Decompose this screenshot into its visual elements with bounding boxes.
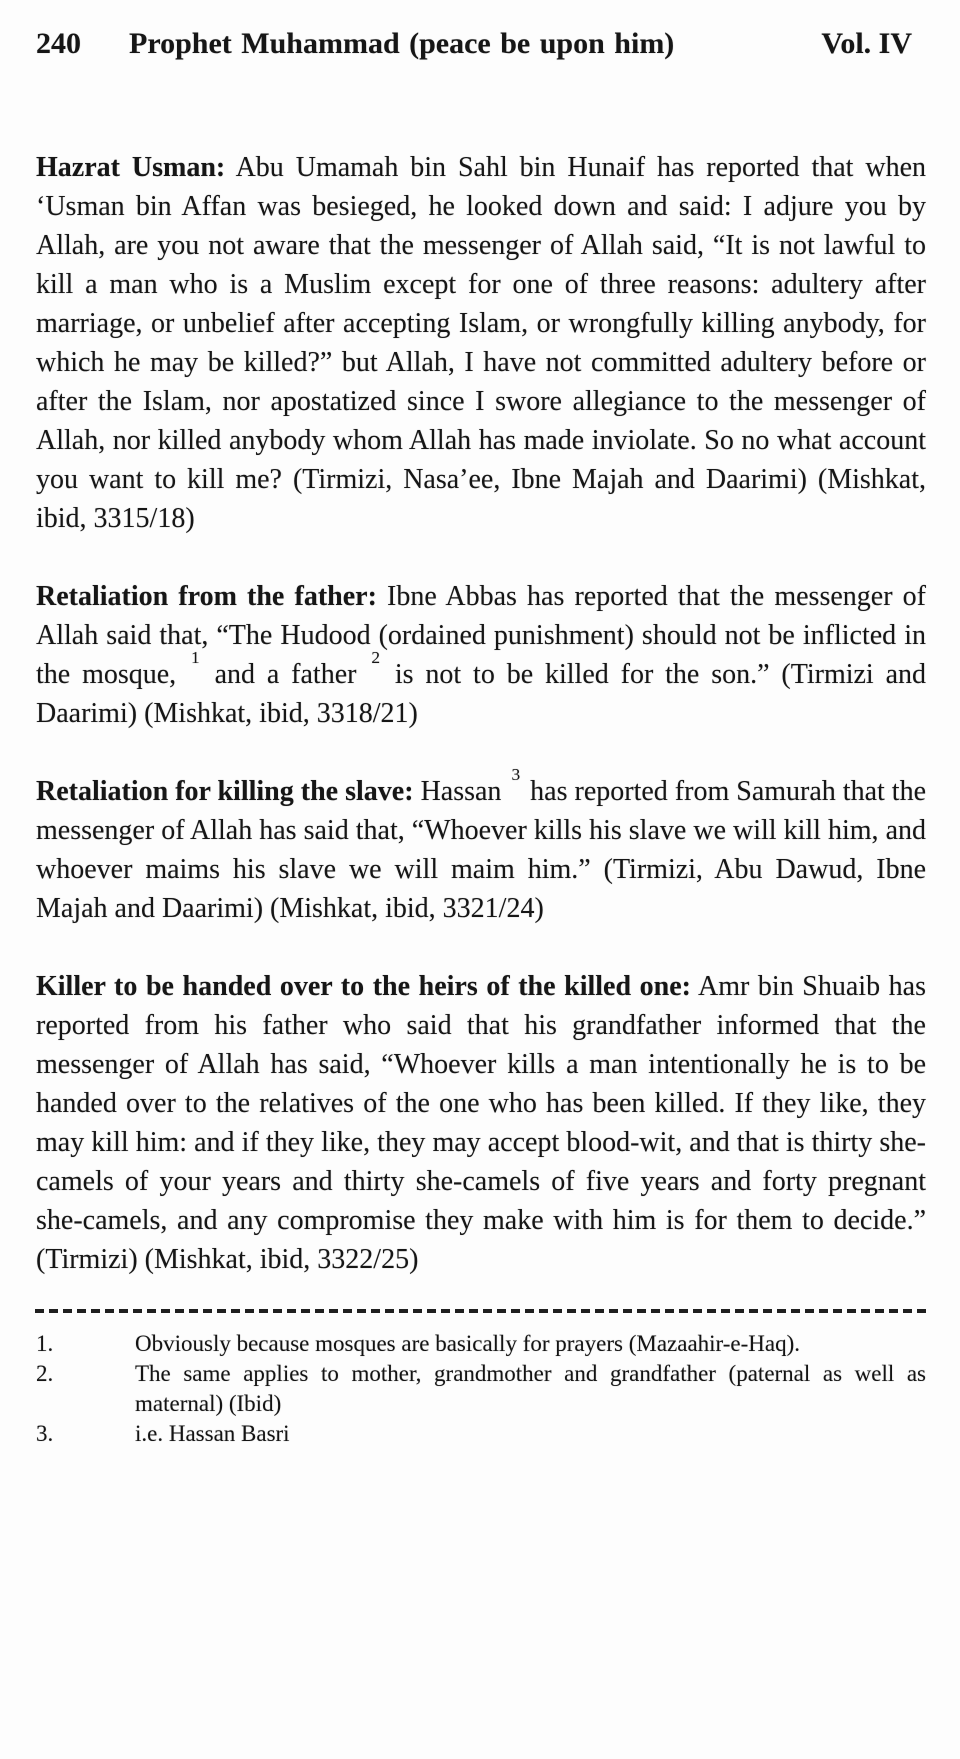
paragraph-segment: and a father: [202, 659, 369, 690]
body-paragraph: [36, 148, 926, 538]
footnote-reference: 2: [371, 648, 381, 668]
footnotes-section: [0, 1329, 960, 1449]
footnote-text: The same applies to mother, grandmother and grandfather (paternal as well as maternal) (Ibid): [135, 1361, 926, 1416]
footnote-item: [36, 1419, 926, 1449]
volume-label: Vol. IV: [821, 27, 912, 60]
footnote-item: [36, 1359, 926, 1419]
paragraph-heading: Hazrat Usman:: [36, 152, 226, 183]
page-header: [0, 0, 960, 62]
paragraph-segment: Hassan: [413, 776, 509, 807]
page-title: Prophet Muhammad (peace be upon him): [129, 27, 675, 60]
paragraph-heading: Killer to be handed over to the heirs of the killed one:: [36, 971, 691, 1002]
page-number: 240: [36, 27, 81, 60]
footnote-reference: 1: [191, 648, 200, 668]
footnote-item: [36, 1329, 926, 1359]
footnote-marker: 1.: [36, 1331, 54, 1356]
body-paragraph: [36, 577, 926, 733]
paragraph-segment: is not to be killed for the son.” (Tirmizi and Daarimi) (Mishkat, ibid, 3318/21): [36, 659, 926, 729]
paragraph-heading: Retaliation from the father:: [36, 581, 377, 612]
paragraph-segment: Amr bin Shuaib has reported from his father who said that his grandfather informed that the messenger of Allah has said, “Whoever kills a man intentionally he is to be handed over to the relatives of the one who has been killed. If they like, they may kill him: and if they like, they may accept blood-wit, and that is thirty she-camels of your years and thirty she-camels of five years and forty pregnant she-camels, and any compromise they make with him is for them to decide.” (Tirmizi) (Mishkat, ibid, 3322/25): [36, 971, 926, 1275]
paragraph-segment: has reported from Samurah that the messenger of Allah has said that, “Whoever kills his slave we will kill him, and whoever maims his slave we will maim him.” (Tirmizi, Abu Dawud, Ibne Majah and Daarimi) (Mishkat, ibid, 3321/24): [36, 776, 927, 924]
body-paragraph: [36, 765, 927, 928]
paragraph-segment: Abu Umamah bin Sahl bin Hunaif has reported that when ‘Usman bin Affan was besieged, he looked down and said: I adjure you by Allah, are you not aware that the messenger of Allah said, “It is not lawful to kill a man who is a Muslim except for one of three reasons: adultery after marriage, or unbelief after accepting Islam, or wrongfully killing anybody, for which he may be killed?” but Allah, I have not committed adultery before or after the Islam, nor apostatized since I swore allegiance to the messenger of Allah, nor killed anybody whom Allah has made inviolate. So no what account you want to kill me? (Tirmizi, Nasa’ee, Ibne Majah and Daarimi) (Mishkat, ibid, 3315/18): [36, 152, 926, 534]
paragraph-segment: Ibne Abbas has reported that the messenger of Allah said that, “The Hudood (ordained punishment) should not be inflicted in the mosque,: [36, 581, 926, 690]
footnote-text: Obviously because mosques are basically for prayers (Mazaahir-e-Haq).: [135, 1331, 800, 1356]
body-text: [0, 148, 960, 1279]
footnote-reference: 3: [511, 765, 521, 785]
paragraph-heading: Retaliation for killing the slave:: [36, 776, 414, 807]
footnote-text: i.e. Hassan Basri: [135, 1421, 290, 1446]
footnote-separator: [35, 1309, 930, 1313]
body-paragraph: [36, 967, 926, 1279]
footnote-marker: 3.: [36, 1421, 54, 1446]
footnote-marker: 2.: [36, 1361, 54, 1386]
